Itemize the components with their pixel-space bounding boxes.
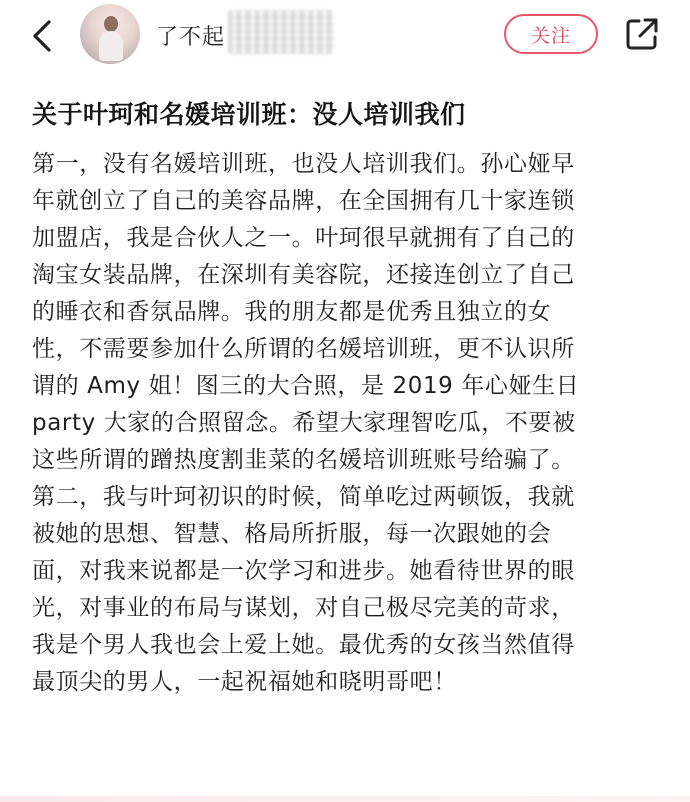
post-line: 加盟店，我是合伙人之一。叶珂很早就拥有了自己的 (32, 225, 575, 251)
post-line: 第一，没有名媛培训班，也没人培训我们。孙心娅早 (32, 151, 575, 177)
username[interactable]: 了不起 (156, 25, 226, 50)
top-bar (0, 0, 690, 80)
post-line: 被她的思想、智慧、格局所折服，每一次跟她的会 (32, 521, 552, 547)
post-line: 我是个男人我也会上爱上她。最优秀的女孩当然值得 (32, 632, 575, 658)
post-line: 最顶尖的男人，一起祝福她和晓明哥吧！ (32, 669, 457, 695)
post-line: 面，对我来说都是一次学习和进步。她看待世界的眼 (32, 558, 575, 584)
post-line: 年就创立了自己的美容品牌，在全国拥有几十家连锁 (32, 188, 575, 214)
avatar[interactable] (80, 4, 140, 64)
follow-button[interactable]: 关注 (504, 14, 598, 54)
post-line: 第二，我与叶珂初识的时候，简单吃过两顿饭，我就 (32, 484, 575, 510)
share-button[interactable] (622, 14, 662, 54)
avatar-figure-body (99, 31, 123, 61)
chevron-left-icon (31, 19, 53, 53)
post-line: party 大家的合照留念。希望大家理智吃瓜，不要被 (32, 410, 576, 436)
post-line: 光，对事业的布局与谋划，对自己极尽完美的苛求， (32, 595, 575, 621)
back-button[interactable] (22, 14, 62, 58)
post-line: 淘宝女装品牌，在深圳有美容院，还接连创立了自己 (32, 262, 575, 288)
bottom-divider (0, 796, 690, 802)
post-line: 性，不需要参加什么所谓的名媛培训班，更不认识所 (32, 336, 575, 362)
share-external-icon (624, 16, 660, 52)
post-title: 关于叶珂和名媛培训班：没人培训我们 (32, 100, 466, 129)
post-line: 谓的 Amy 姐！图三的大合照，是 2019 年心娅生日 (32, 373, 580, 399)
post-line: 这些所谓的蹭热度割韭菜的名媛培训班账号给骗了。 (32, 447, 575, 473)
post-body (32, 146, 672, 701)
username-blur-mask (228, 10, 334, 54)
avatar-figure-head (104, 16, 118, 32)
post-line: 的睡衣和香氛品牌。我的朋友都是优秀且独立的女 (32, 299, 552, 325)
